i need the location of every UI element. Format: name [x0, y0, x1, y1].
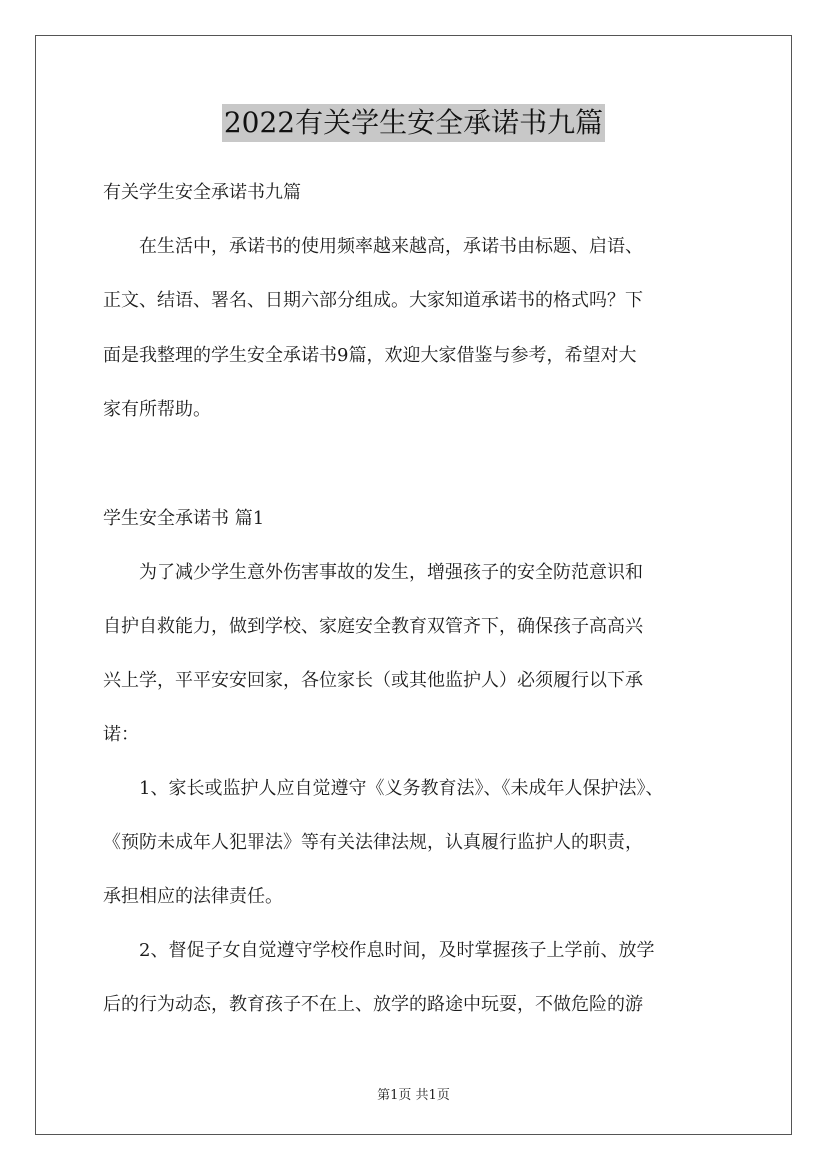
body-line: 《预防未成年人犯罪法》等有关法律法规，认真履行监护人的职责， — [103, 832, 643, 853]
body-line: 在生活中，承诺书的使用频率越来越高，承诺书由标题、启语、 — [103, 236, 643, 257]
body-line: 后的行为动态，教育孩子不在上、放学的路途中玩耍，不做危险的游 — [103, 994, 643, 1015]
body-line: 诺： — [103, 724, 139, 745]
title-container — [0, 104, 827, 142]
section-heading: 学生安全承诺书 篇1 — [103, 508, 265, 529]
body-line: 兴上学，平平安安回家，各位家长（或其他监护人）必须履行以下承 — [103, 670, 643, 691]
body-line: 为了减少学生意外伤害事故的发生，增强孩子的安全防范意识和 — [103, 562, 643, 583]
page-footer: 第1页 共1页 — [377, 1088, 450, 1103]
body-line: 正文、结语、署名、日期六部分组成。大家知道承诺书的格式吗？下 — [103, 290, 643, 311]
subtitle-line: 有关学生安全承诺书九篇 — [103, 182, 301, 203]
document-title: 2022有关学生安全承诺书九篇 — [222, 104, 605, 142]
body-line: 面是我整理的学生安全承诺书9篇，欢迎大家借鉴与参考，希望对大 — [103, 345, 637, 366]
body-line: 承担相应的法律责任。 — [103, 886, 283, 907]
body-line: 自护自救能力，做到学校、家庭安全教育双管齐下，确保孩子高高兴 — [103, 616, 643, 637]
body-line: 2、督促子女自觉遵守学校作息时间，及时掌握孩子上学前、放学 — [103, 940, 655, 961]
body-line: 家有所帮助。 — [103, 399, 211, 420]
body-line: 1、家长或监护人应自觉遵守《义务教育法》、《未成年人保护法》、 — [103, 778, 664, 799]
